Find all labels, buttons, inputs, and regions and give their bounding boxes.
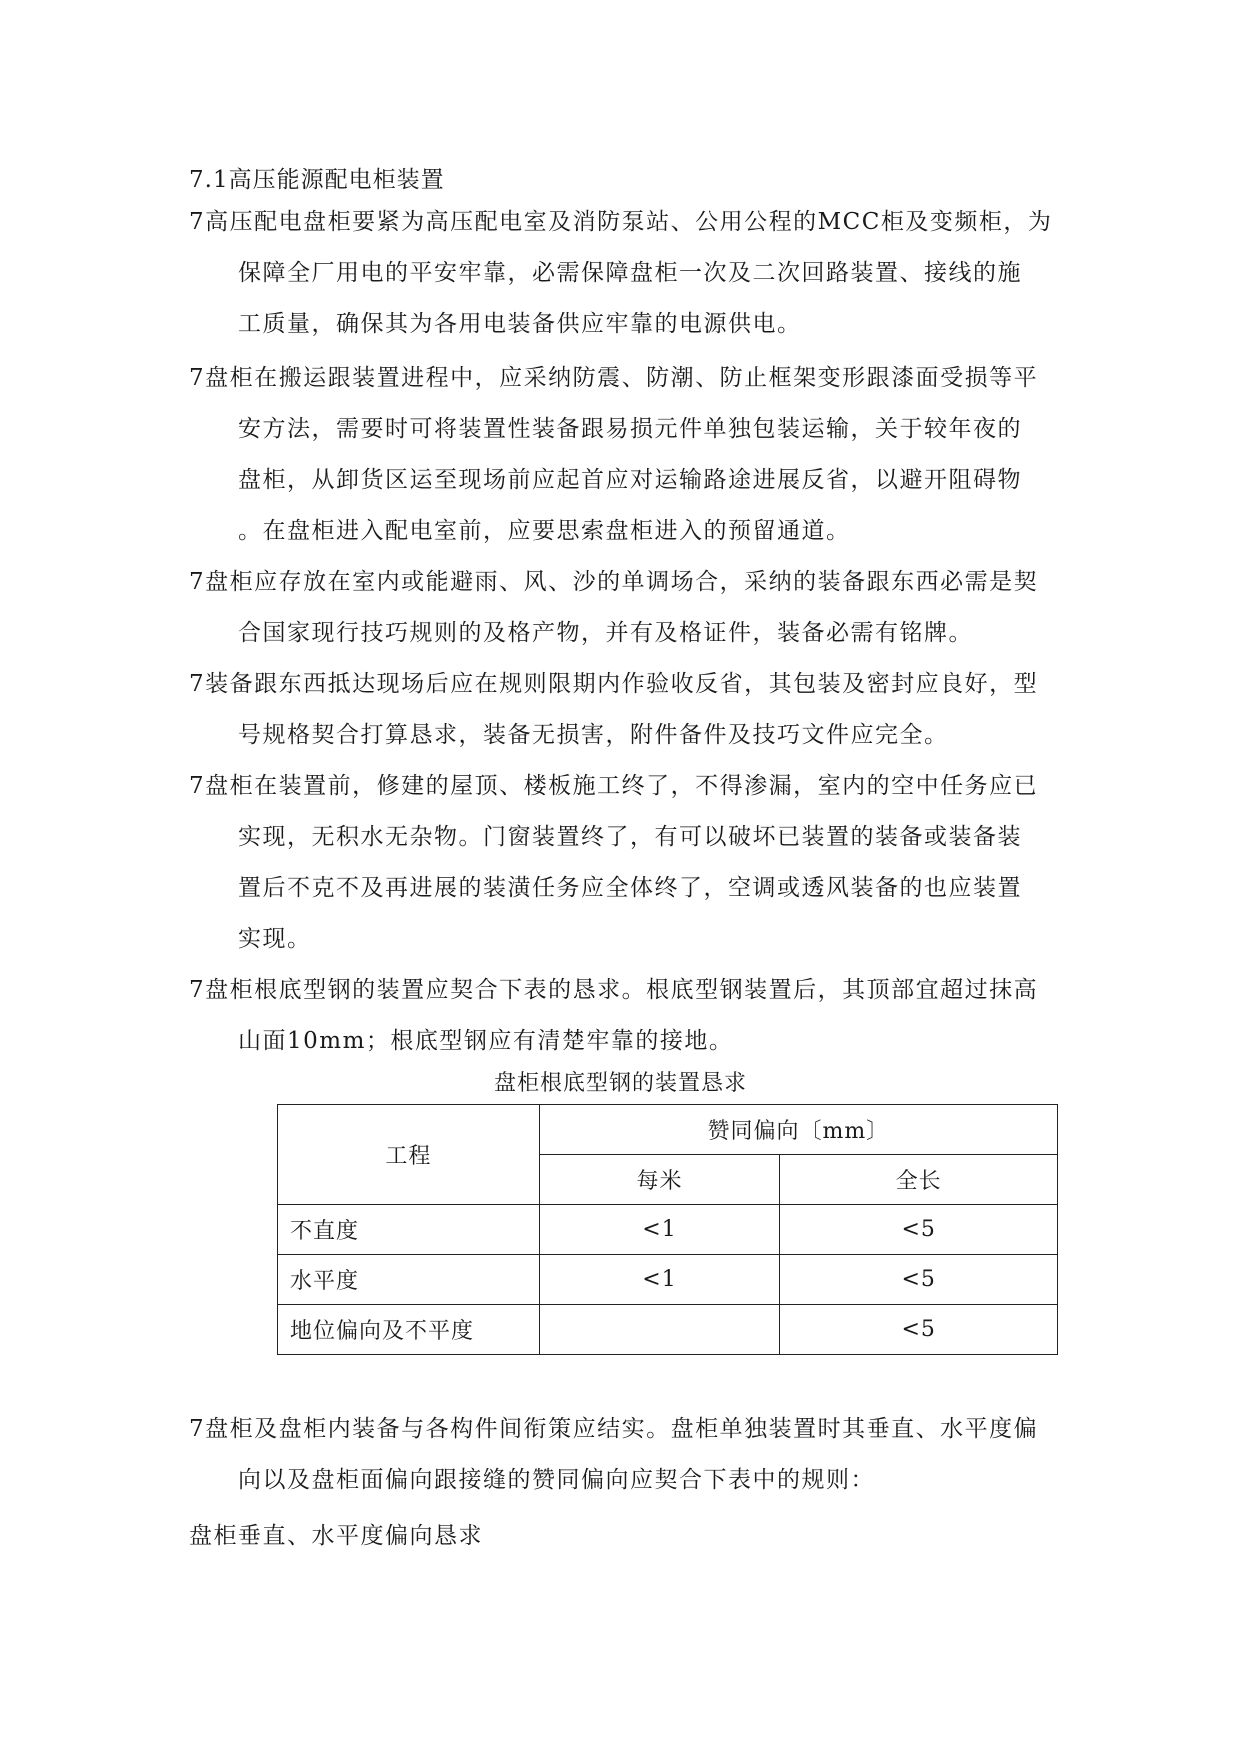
paragraph-1 (189, 197, 1061, 350)
table-row (278, 1255, 1058, 1305)
paragraph-line: 。在盘柜进入配电室前，应要思索盘柜进入的预留通道。 (238, 518, 851, 544)
paragraph-line: 7盘柜及盘柜内装备与各构件间衔策应结实。盘柜单独装置时其垂直、水平度偏 (189, 1416, 1039, 1442)
header-group: 赞同偏向〔mm〕 (539, 1105, 1057, 1155)
paragraph-line: 7盘柜根底型钢的装置应契合下表的恳求。根底型钢装置后，其顶部宜超过抹高 (189, 977, 1039, 1003)
paragraph-5 (189, 761, 1061, 965)
row-per-meter: <1 (539, 1205, 780, 1255)
row-per-meter: <1 (539, 1255, 780, 1305)
paragraph-3 (189, 557, 1061, 659)
paragraph-4 (189, 659, 1061, 761)
table-row (278, 1305, 1058, 1355)
header-item: 工程 (278, 1105, 540, 1205)
row-full-length: <5 (780, 1205, 1058, 1255)
paragraph-line: 实现。 (238, 926, 312, 952)
row-item: 水平度 (278, 1255, 540, 1305)
row-per-meter (539, 1305, 780, 1355)
paragraph-line: 7装备跟东西抵达现场后应在规则限期内作验收反省，其包装及密封应良好，型 (189, 671, 1039, 697)
row-full-length: <5 (780, 1305, 1058, 1355)
table-caption: 盘柜根底型钢的装置恳求 (493, 1071, 747, 1096)
paragraph-line: 安方法，需要时可将装置性装备跟易损元件单独包装运输，关于较年夜的 (238, 416, 1022, 442)
table-header-row (278, 1105, 1058, 1155)
paragraph-line: 实现，无积水无杂物。门窗装置终了，有可以破坏已装置的装备或装备装 (238, 824, 1022, 850)
paragraph-line: 7盘柜在装置前，修建的屋顶、楼板施工终了，不得渗漏，室内的空中任务应已 (189, 773, 1039, 799)
paragraph-line: 保障全厂用电的平安牢靠，必需保障盘柜一次及二次回路装置、接线的施 (238, 260, 1022, 286)
row-full-length: <5 (780, 1255, 1058, 1305)
paragraph-line: 置后不克不及再进展的装潢任务应全体终了，空调或透风装备的也应装置 (238, 875, 1022, 901)
paragraph-line: 7高压配电盘柜要紧为高压配电室及消防泵站、公用公程的MCC柜及变频柜，为 (189, 209, 1053, 235)
header-full-length: 全长 (780, 1155, 1058, 1205)
spec-table (277, 1104, 1058, 1355)
paragraph-line: 山面10mm；根底型钢应有清楚牢靠的接地。 (238, 1028, 734, 1054)
section-heading: 7.1高压能源配电柜装置 (189, 167, 445, 193)
paragraph-6 (189, 965, 1061, 1067)
paragraph-line: 合国家现行技巧规则的及格产物，并有及格证件，装备必需有铭牌。 (238, 620, 973, 646)
table-row (278, 1205, 1058, 1255)
row-item: 地位偏向及不平度 (278, 1305, 540, 1355)
paragraph-line: 号规格契合打算恳求，装备无损害，附件备件及技巧文件应完全。 (238, 722, 949, 748)
paragraph-7 (189, 1404, 1061, 1506)
paragraph-line: 盘柜，从卸货区运至现场前应起首应对运输路途进展反省，以避开阻碍物 (238, 467, 1022, 493)
paragraph-line: 7盘柜应存放在室内或能避雨、风、沙的单调场合，采纳的装备跟东西必需是契 (189, 569, 1039, 595)
header-per-meter: 每米 (539, 1155, 780, 1205)
next-table-title: 盘柜垂直、水平度偏向恳求 (189, 1523, 483, 1549)
paragraph-line: 工质量，确保其为各用电装备供应牢靠的电源供电。 (238, 311, 802, 337)
paragraph-2 (189, 353, 1061, 557)
row-item: 不直度 (278, 1205, 540, 1255)
paragraph-line: 7盘柜在搬运跟装置进程中，应采纳防震、防潮、防止框架变形跟漆面受损等平 (189, 365, 1039, 391)
paragraph-line: 向以及盘柜面偏向跟接缝的赞同偏向应契合下表中的规则： (238, 1467, 875, 1493)
